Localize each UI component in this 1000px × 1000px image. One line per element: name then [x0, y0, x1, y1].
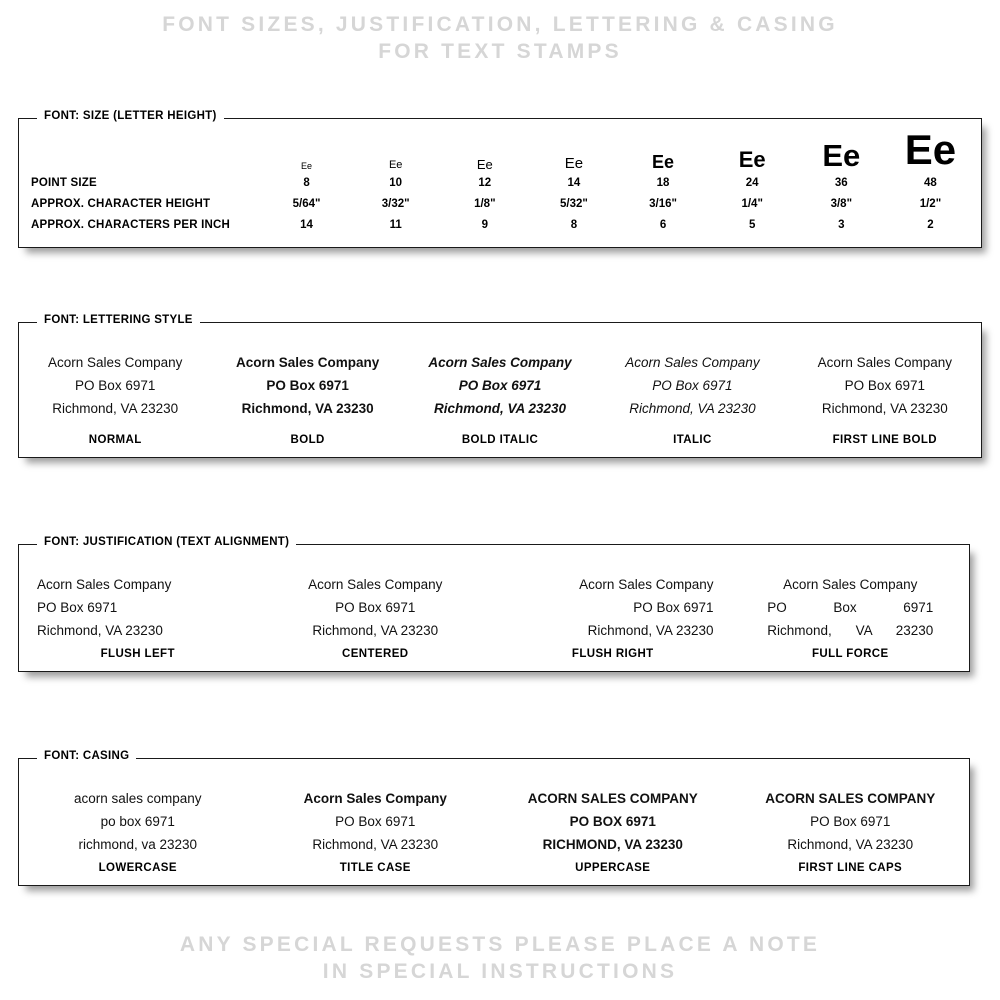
sample-line-1: Acorn Sales Company [308, 577, 443, 592]
sample-address-block [19, 573, 257, 643]
sample-caption: FULL FORCE [811, 648, 889, 660]
sample-address-block [404, 351, 596, 421]
characters-per-inch-value: 6 [659, 219, 667, 231]
row-label-point-size: POINT SIZE [31, 177, 97, 189]
font-size-values [708, 173, 797, 236]
justification-samples [19, 545, 969, 671]
font-size-sample-glyph: Ee [904, 126, 957, 173]
sample-line-3: richmond, va 23230 [78, 837, 198, 853]
page-title-line-1: FONT SIZES, JUSTIFICATION, LETTERING & CASING [162, 13, 838, 36]
sample-line-1: ACORN SALES COMPANY [765, 791, 936, 806]
font-size-column [440, 119, 529, 249]
lettering-sample-first-line-bold [789, 323, 981, 457]
sample-line-1: Acorn Sales Company [37, 577, 172, 592]
font-size-sample-glyph: Ee [738, 147, 766, 172]
casing-sample-title-case [257, 759, 495, 885]
characters-per-inch-value: 5 [748, 219, 756, 231]
lettering-sample-italic [596, 323, 788, 457]
font-size-values [440, 173, 529, 236]
font-size-grid [19, 119, 981, 247]
sample-line-1: Acorn Sales Company [48, 355, 183, 370]
justification-panel-legend: FONT: JUSTIFICATION (TEXT ALIGNMENT) [37, 536, 296, 548]
font-size-column [351, 119, 440, 249]
sample-address-block [494, 787, 732, 857]
casing-sample-lowercase [19, 759, 257, 885]
sample-line-2: PO Box 6971 [844, 378, 925, 394]
sample-line-1: ACORN SALES COMPANY [527, 791, 698, 806]
sample-address-block [732, 573, 970, 643]
sample-caption: FLUSH RIGHT [571, 648, 654, 660]
characters-per-inch-value: 3 [838, 219, 845, 231]
point-size-value: 24 [745, 177, 759, 189]
font-size-values [529, 173, 618, 236]
sample-line-3: Richmond, VA 23230 [821, 401, 948, 417]
sample-address-block [257, 787, 495, 857]
sample-line-3: Richmond, VA 23230 [37, 623, 163, 639]
lettering-sample-bold-italic [404, 323, 596, 457]
sample-caption: ITALIC [673, 434, 712, 446]
character-height-value: 1/2" [919, 198, 942, 210]
font-size-sample-glyph: Ee [388, 159, 403, 171]
point-size-value: 10 [389, 177, 403, 189]
sample-line-2: PO Box 6971 [633, 600, 714, 616]
sample-line-1: Acorn Sales Company [625, 355, 760, 370]
font-size-column [262, 119, 351, 249]
sample-line-3: RICHMOND, VA 23230 [542, 837, 683, 853]
font-size-panel [18, 110, 982, 248]
sample-caption: BOLD ITALIC [461, 434, 539, 446]
sample-line-2: PO BOX 6971 [569, 814, 656, 830]
sample-line-2: PO Box 6971 [266, 378, 349, 394]
sample-caption: BOLD [290, 434, 325, 446]
casing-sample-uppercase [494, 759, 732, 885]
sample-line-2: PO Box 6971 [767, 600, 934, 616]
lettering-sample-bold [211, 323, 403, 457]
sample-line-3: Richmond, VA 23230 [787, 837, 914, 853]
font-size-sample-glyph: Ee [476, 157, 493, 172]
character-height-value: 3/16" [649, 198, 677, 210]
font-size-values [797, 173, 886, 236]
lettering-style-samples [19, 323, 981, 457]
font-size-columns [262, 119, 975, 249]
point-size-value: 14 [567, 177, 581, 189]
sample-address-block [732, 787, 970, 857]
font-size-column [529, 119, 618, 249]
sample-line-1: Acorn Sales Company [235, 355, 380, 370]
sample-caption: FLUSH LEFT [100, 648, 175, 660]
sample-line-2: PO Box 6971 [335, 814, 416, 830]
characters-per-inch-value: 11 [389, 219, 402, 231]
sample-line-3: Richmond, VA 23230 [587, 623, 714, 639]
point-size-value: 36 [834, 177, 848, 189]
sample-line-1: Acorn Sales Company [303, 791, 447, 806]
sample-line-3: Richmond, VA 23230 [629, 401, 756, 417]
sample-line-2: PO Box 6971 [37, 600, 118, 616]
sample-address-block [789, 351, 981, 421]
sample-caption: UPPERCASE [575, 862, 651, 874]
justification-sample-flush-left [19, 545, 257, 671]
sample-line-1: Acorn Sales Company [579, 577, 714, 592]
sample-line-1: Acorn Sales Company [428, 355, 572, 370]
sample-caption: FIRST LINE CAPS [798, 862, 903, 874]
sample-line-2: PO Box 6971 [652, 378, 733, 394]
sample-line-3: Richmond, VA 23230 [767, 623, 934, 639]
character-height-value: 3/8" [830, 198, 853, 210]
font-size-panel-legend: FONT: SIZE (LETTER HEIGHT) [37, 110, 224, 122]
sample-address-block [596, 351, 788, 421]
character-height-value: 1/8" [474, 198, 496, 210]
sample-line-2: PO Box 6971 [458, 378, 542, 394]
point-size-value: 12 [478, 177, 492, 189]
sample-address-block [211, 351, 403, 421]
sample-address-block [19, 351, 211, 421]
characters-per-inch-value: 9 [481, 219, 489, 231]
font-size-values [351, 173, 440, 236]
sample-address-block [257, 573, 495, 643]
character-height-value: 1/4" [741, 198, 763, 210]
sample-line-3: Richmond, VA 23230 [241, 401, 374, 417]
casing-samples [19, 759, 969, 885]
lettering-style-panel [18, 314, 982, 458]
characters-per-inch-value: 14 [300, 219, 313, 231]
sample-line-1: Acorn Sales Company [783, 577, 918, 592]
font-size-sample-glyph: Ee [564, 155, 584, 172]
font-size-sample-glyph: Ee [652, 152, 675, 172]
lettering-sample-normal [19, 323, 211, 457]
characters-per-inch-value: 2 [927, 219, 934, 231]
point-size-value: 8 [303, 177, 310, 189]
font-size-column [619, 119, 708, 249]
justification-sample-flush-right [494, 545, 732, 671]
sample-address-block [494, 573, 732, 643]
sample-caption: LOWERCASE [98, 862, 177, 874]
sample-line-1: acorn sales company [73, 791, 202, 806]
character-height-value: 3/32" [381, 198, 410, 210]
justification-sample-centered [257, 545, 495, 671]
font-size-column [708, 119, 797, 249]
sample-line-2: PO Box 6971 [335, 600, 416, 616]
sample-caption: FIRST LINE BOLD [832, 434, 938, 446]
justification-sample-full-force [732, 545, 970, 671]
sample-line-3: Richmond, VA 23230 [312, 837, 439, 853]
row-label-character-height: APPROX. CHARACTER HEIGHT [31, 198, 211, 210]
font-size-values [886, 173, 975, 236]
sample-caption: TITLE CASE [339, 862, 411, 874]
point-size-value: 48 [924, 177, 937, 189]
sample-line-1: Acorn Sales Company [817, 355, 952, 370]
font-size-column [886, 119, 975, 249]
row-label-characters-per-inch: APPROX. CHARACTERS PER INCH [31, 219, 231, 231]
sample-line-2: po box 6971 [100, 814, 175, 830]
font-size-row-labels [31, 173, 261, 236]
sample-caption: CENTERED [342, 648, 409, 660]
character-height-value: 5/32" [560, 198, 588, 210]
casing-panel [18, 750, 970, 886]
footer-note-line-1: ANY SPECIAL REQUESTS PLEASE PLACE A NOTE [179, 933, 821, 956]
character-height-value: 5/64" [292, 198, 321, 210]
sample-line-3: Richmond, VA 23230 [433, 401, 567, 417]
footer-note [0, 932, 1000, 986]
page-title [0, 12, 1000, 66]
lettering-style-panel-legend: FONT: LETTERING STYLE [37, 314, 200, 326]
sample-caption: NORMAL [88, 434, 142, 446]
font-size-values [262, 173, 351, 236]
characters-per-inch-value: 8 [570, 219, 578, 231]
sample-line-2: PO Box 6971 [75, 378, 156, 394]
font-size-sample-glyph: Ee [301, 161, 313, 171]
casing-panel-legend: FONT: CASING [37, 750, 136, 762]
sample-line-2: PO Box 6971 [810, 814, 891, 830]
sample-line-3: Richmond, VA 23230 [312, 623, 439, 639]
font-size-column [797, 119, 886, 249]
font-size-values [619, 173, 708, 236]
point-size-value: 18 [656, 177, 670, 189]
font-size-sample-glyph: Ee [822, 138, 861, 173]
sample-address-block [19, 787, 257, 857]
footer-note-line-2: IN SPECIAL INSTRUCTIONS [322, 959, 678, 983]
casing-sample-first-line-caps [732, 759, 970, 885]
justification-panel [18, 536, 970, 672]
page-title-line-2: FOR TEXT STAMPS [378, 39, 622, 63]
sample-line-3: Richmond, VA 23230 [52, 401, 179, 417]
